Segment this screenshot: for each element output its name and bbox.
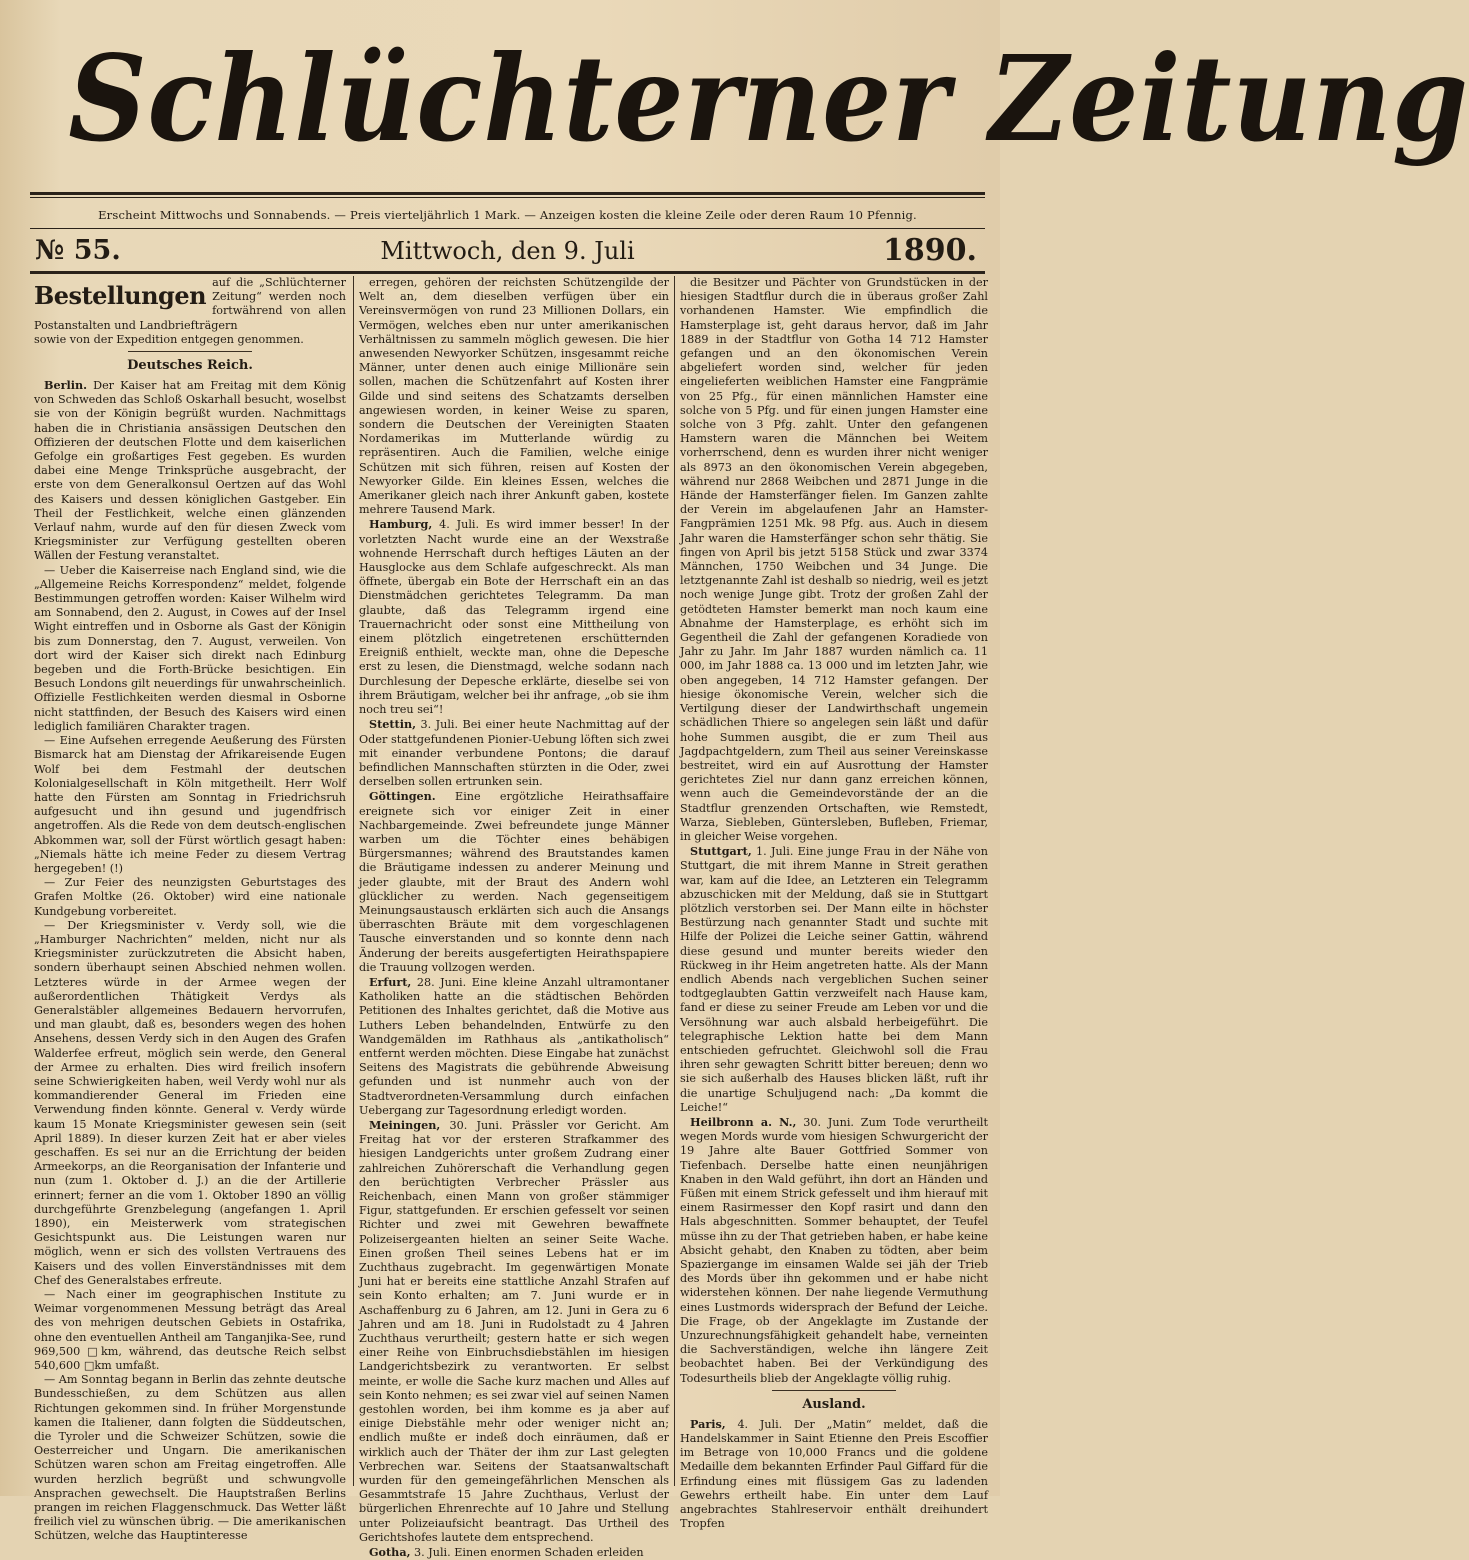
bestellungen-heading: Bestellungen	[34, 281, 207, 310]
article-text: Eine ergötzliche Heirathsaffaire ereignete sich vor einiger Zeit in einer Nachbargemeinde. Zwei befreundete junge Männer warben um die Töchter eines behäbigen Bürgersmannes; während des Brautstandes kamen die Bräutigame indessen zu anderer Meinung und jeder glaubte, mit der Braut des Andern wohl glücklicher zu werden. Nach gegenseitigem Meinungsaustausch erklärten sich auch die Ansangs überraschten Bräute mit dem vorgeschlagenen Tausche einverstanden und so konnte denn nach Änderung der bereits ausgefertigten Heirathspapiere die Trauung vollzogen werden.	[359, 790, 670, 974]
article-meiningen	[359, 1118, 669, 1545]
article-lead: Gotha,	[369, 1545, 411, 1560]
article-lead: Berlin.	[44, 378, 87, 393]
column-3	[680, 276, 989, 1531]
article-text: 4. Juli. Es wird immer besser! In der vorletzten Nacht wurde eine an der Wexstraße wohnende Herrschaft durch heftiges Läuten an der Hausglocke aus dem Schlafe aufgeschreckt. Als man öffnete, übergab ein Bote der Herrschaft ein an das Dienstmädchen gerichtetes Telegramm. Da man glaubte, daß das Telegramm irgend eine Trauernachricht oder sonst eine Mittheilung von einem plötzlich eingetretenen erschütternden Ereigniß enthielt, weckte man, ohne die Depesche erst zu lesen, die Dienstmagd, welche sodann nach Durchlesung der Depesche erklärte, dieselbe sei von ihrem Bräutigam, welcher bei ihr anfrage, „ob sie ihm noch treu sei“!	[359, 518, 669, 717]
article-paragraph: die Besitzer und Pächter von Grundstücken in der hiesigen Stadtflur durch die in überaus großer Zahl vorhandenen Hamster. Wie empfindlich die Hamsterplage ist, geht daraus hervor, daß im Jahr 1889 in der Stadtflur von Gotha 14 712 Hamster gefangen und an den ökonomischen Verein abgeliefert worden sind, welcher für jeden eingelieferten weiblichen Hamster eine Fangprämie von 25 Pfg., für einen männlichen Hamster eine solche von 5 Pfg. und für einen jungen Hamster eine solche von 3 Pfg. zahlt. Unter den gefangenen Hamstern waren die Männchen bei Weitem vorherrschend, denn es wurden ihrer nicht weniger als 8973 an den ökonomischen Verein abgegeben, während nur 2868 Weibchen und 2871 Junge in die Hände der Hamsterfänger fielen. Im Ganzen zahlte der Verein im abgelaufenen Jahr an Hamster-Fangprämien 1251 Mk. 98 Pfg. aus. Auch in diesem Jahr waren die Hamsterfänger schon sehr thätig. Sie fingen von April bis jetzt 5158 Stück und zwar 3374 Männchen, 1750 Weibchen und 34 Junge. Die letztgenannte Zahl ist deshalb so niedrig, weil es jetzt noch wenige Junge gibt. Trotz der großen Zahl der getödteten Hamster bemerkt man noch kaum eine Abnahme der Hamsterplage, es erhöht sich im Gegentheil die Zahl der gefangenen Koradiede von Jahr zu Jahr. Im Jahr 1887 wurden nämlich ca. 11 000, im Jahr 1888 ca. 13 000 und im letzten Jahr, wie oben angegeben, 14 712 Hamster gefangen. Der hiesige ökonomische Verein, welcher sich die Vertilgung dieser der Landwirthschaft ungemein schädlichen Thiere so angelegen sein läßt und dafür hohe Summen ausgibt, die er zum Theil aus Jagdpachtgeldern, zum Theil aus seiner Vereinskasse bestreitet, wird ein auf Ausrottung der Hamster gerichtetes Ziel nur dann ganz erreichen können, wenn auch die Gemeindevorstände der an die Stadtflur grenzenden Ortschaften, wie Remstedt, Warza, Siebleben, Güntersleben, Bufleben, Friemar, in gleicher Weise vorgehen.	[680, 276, 988, 843]
article-paragraph: — Der Kriegsminister v. Verdy soll, wie die „Hamburger Nachrichten“ melden, nicht nur als Kriegsminister zurückzutreten die Absicht haben, sondern überhaupt seinen Abschied nehmen wollen. Letzteres würde in der Armee wegen der außerordentlichen Thätigkeit Verdys als Generalstäbler allgemeines Bedauern hervorrufen, und man glaubt, daß es, besonders wegen des hohen Ansehens, dessen Verdy sich in den Augen des Grafen Walderfee erfreut, möglich sein werde, den General der Armee zu erhalten. Dies wird freilich insofern seine Schwierigkeiten haben, weil Verdy wohl nur als kommandierender General im Frieden eine Verwendung finden könnte. General v. Verdy würde kaum 15 Monate Kriegsminister gewesen sein (seit April 1889). In dieser kurzen Zeit hat er aber vieles geschaffen. Es sei nur an die Errichtung der beiden Armeekorps, an die Reorganisation der Infanterie und nun (zum 1. Oktober d. J.) an die der Artillerie erinnert; ferner an die vom 1. Oktober 1890 an völlig durchgeführte Grenzbelegung (angefangen 1. April 1890), ein Meisterwerk vom strategischen Gesichtspunkt aus. Die Leistungen waren nur möglich, wenn er sich des vollsten Vertrauens des Kaisers und des vollen Einverständnisses mit dem Chef des Generalstabes erfreute.	[34, 918, 346, 1287]
column-1	[34, 276, 347, 1543]
article-gotha	[359, 1545, 669, 1560]
article-paris	[680, 1417, 988, 1532]
article-goettingen	[359, 789, 669, 975]
article-text: 3. Juli. Einen enormen Schaden erleiden	[414, 1546, 644, 1560]
article-paragraph: — Am Sonntag begann in Berlin das zehnte deutsche Bundesschießen, zu dem Schützen aus allen Richtungen gekommen sind. In früher Morgenstunde kamen die Italiener, dann folgten die Süddeutschen, die Tyroler und die Schweizer Schützen, sowie die Oesterreicher und Ungarn. Die amerikanischen Schützen waren schon am Freitag eingetroffen. Alle wurden herzlich begrüßt und schwungvolle Ansprachen gewechselt. Die Hauptstraßen Berlins prangen im reichen Flaggenschmuck. Das Wetter läßt freilich viel zu wünschen übrig. — Die amerikanischen Schützen, welche das Hauptinteresse	[34, 1373, 346, 1543]
article-lead: Paris,	[690, 1416, 726, 1431]
article-paragraph: — Nach einer im geographischen Institute zu Weimar vorgenommenen Messung beträgt das Areal des von mehrigen deutschen Gebiets in Ostafrika, ohne den eventuellen Antheil am Tanganjika-See, rund 969,500 □km, während, das deutsche Reich selbst 540,600 □km umfaßt.	[34, 1288, 346, 1373]
bestellungen-tail: sowie von der Expedition entgegen genommen.	[34, 332, 304, 346]
article-lead: Meiningen,	[369, 1117, 441, 1132]
issue-number: № 55.	[35, 235, 121, 266]
article-text: 28. Juni. Eine kleine Anzahl ultramontaner Katholiken hatte an die städtischen Behörden Petitionen des Inhaltes gerichtet, daß die Motive aus Luthers Leben behandelnden, Entwürfe zu den Wandgemälden im Rathhaus als „antikatholisch“ entfernt werden möchten. Diese Eingabe hat zunächst Seitens des Magistrats die gebührende Abweisung gefunden und ist nunmehr auch von der Stadtverordneten-Versammlung durch einfachen Uebergang zur Tagesordnung erledigt worden.	[359, 975, 669, 1117]
article-stuttgart	[680, 844, 988, 1115]
issue-date: Mittwoch, den 9. Juli	[380, 237, 635, 265]
article-berlin	[34, 378, 346, 564]
article-text: 1. Juli. Eine junge Frau in der Nähe von Stuttgart, die mit ihrem Manne in Streit gerathen war, kam auf die Idee, an Letzteren ein Telegramm abzuschicken mit der Meldung, daß sie in Stuttgart plötzlich verstorben sei. Der Mann eilte in höchster Bestürzung nach genannter Stadt und suchte mit Hilfe der Polizei die Leiche seiner Gattin, während diese gesund und munter bereits wieder den Rückweg in ihr Heim angetreten hatte. Als der Mann endlich Abends nach vergeblichen Suchen seiner todtgeglaubten Gattin verzweifelt nach Hause kam, fand er diese zu seiner Freude am Leben vor und die Versöhnung war auch alsbald herbeigeführt. Die telegraphische Lektion hatte bei dem Mann entschieden gefruchtet. Gleichwohl soll die Frau ihren sehr gewagten Schritt bitter bereuen; denn wo sie sich außerhalb des Hauses blicken läßt, ruft ihr die unartige Schuljugend nach: „Da kommt die Leiche!“	[680, 845, 988, 1114]
article-text: 3. Juli. Bei einer heute Nachmittag auf der Oder stattgefundenen Pionier-Uebung löften sich zwei mit einander verbundene Pontons; die darauf befindlichen Mannschaften stürzten in die Oder, zwei derselben sollen ertrunken sein.	[359, 718, 670, 789]
article-text: Der Kaiser hat am Freitag mit dem König von Schweden das Schloß Oskarhall besucht, woselbst sie von der Königin begrüßt wurden. Nachmittags haben die in Christiania ansässigen Deutschen den Offizieren der deutschen Flotte und dem kaiserlichen Gefolge ein großartiges Fest gegeben. Es wurden dabei eine Menge Trinksprüche ausgebracht, der erste von dem Generalkonsul Oertzen auf das Wohl des Kaisers und dessen königlichen Gastgeber. Ein Theil der Festlichkeit, welche einen glänzenden Verlauf nahm, wurde auf den für diesen Zweck vom Kriegsminister zur Verfügung gestellten oberen Wällen der Festung veranstaltet.	[34, 379, 347, 563]
article-text: 4. Juli. Der „Matin“ meldet, daß die Handelskammer in Saint Etienne den Preis Escoffier im Betrage von 10,000 Francs und die goldene Medaille dem bekannten Erfinder Paul Giffard für die Erfindung eines mit flüssigem Gas zu ladenden Gewehrs ertheilt habe. Ein unter dem Lauf angebrachtes Stahlreservoir enthält dreihundert Tropfen	[680, 1417, 989, 1531]
section-ausland: Ausland.	[802, 1396, 866, 1412]
dateline	[30, 230, 985, 272]
article-lead: Erfurt,	[369, 974, 412, 989]
column-rule	[353, 276, 354, 1486]
article-lead: Hamburg,	[369, 517, 433, 532]
article-lead: Heilbronn a. N.,	[690, 1114, 797, 1129]
article-text: 30. Juni. Prässler vor Gericht. Am Freitag hat vor der ersteren Strafkammer des hiesigen Landgerichts unter großem Zudrang einer zahlreichen Zuhörerschaft die Verhandlung gegen den berüchtigten Verbrecher Prässler aus Reichenbach, einen Mann von großer stämmiger Figur, stattgefunden. Er erschien gefesselt vor seinen Richter und zwei mit Gewehren bewaffnete Polizeisergeanten hielten an seiner Seite Wache. Einen großen Theil seines Lebens hat er im Zuchthaus zugebracht. Im gegenwärtigen Monate Juni hat er bereits eine stattliche Anzahl Strafen auf sein Konto erhalten; am 7. Juni wurde er in Aschaffenburg zu 6 Jahren, am 12. Juni in Gera zu 6 Jahren und am 18. Juni in Rudolstadt zu 4 Jahren Zuchthaus verurtheilt; gestern hatte er sich wegen einer Reihe von Einbruchsdiebstählen im hiesigen Landgerichtsbezirk zu verantworten. Er selbst meinte, er wolle die Sache kurz machen und Alles auf sein Konto nehmen; es sei zwar viel auf seinen Namen gestohlen worden, bei ihm komme es ja aber auf einige Diebstähle mehr oder weniger nicht an; endlich mußte er indeß doch einräumen, daß er wirklich auch der Thäter der ihm zur Last gelegten Verbrechen war. Seitens der Staatsanwaltschaft wurden für den gemeingefährlichen Menschen als Gesammtstrafe 15 Jahre Zuchthaus, Verlust der bürgerlichen Ehrenrechte auf 10 Jahre und Stellung unter Polizeiaufsicht beantragt. Das Urtheil des Gerichtshofes lautete dem entsprechend.	[359, 1118, 669, 1544]
article-hamburg	[359, 517, 669, 717]
divider	[772, 1390, 895, 1391]
dateline-rule	[30, 271, 985, 274]
article-heilbronn	[680, 1115, 988, 1386]
article-lead: Stettin,	[369, 717, 416, 732]
masthead-rule-thin	[30, 197, 985, 198]
masthead-title: Schlüchterner Zeitung	[68, 29, 1469, 168]
subscription-notice	[34, 276, 346, 347]
article-stettin	[359, 717, 669, 789]
article-lead: Göttingen.	[369, 789, 436, 804]
article-paragraph: — Ueber die Kaiserreise nach England sind, wie die „Allgemeine Reichs Korrespondenz“ meldet, folgende Bestimmungen getroffen worden: Kaiser Wilhelm wird am Sonnabend, den 2. August, in Cowes auf der Insel Wight eintreffen und in Osborne als Gast der Königin bis zum Donnerstag, den 7. August, verweilen. Von dort wird der Kaiser sich direkt nach Edinburg begeben und die Forth-Brücke besichtigen. Ein Besuch Londons gilt neuerdings für unwahrscheinlich. Offizielle Festlichkeiten werden diesmal in Osborne nicht stattfinden, der Besuch des Kaisers wird einen lediglich familiären Charakter tragen.	[34, 563, 346, 733]
section-deutsches-reich: Deutsches Reich.	[127, 358, 253, 374]
article-paragraph: — Eine Aufsehen erregende Aeußerung des Fürsten Bismarck hat am Dienstag der Afrikareisende Eugen Wolf bei dem Festmahl der deutschen Kolonialgesellschaft in Köln mitgetheilt. Herr Wolf hatte den Fürsten am Sonntag in Friedrichsruh aufgesucht und ihn gesund und jugendfrisch angetroffen. Als die Rede von dem deutsch-englischen Abkommen war, soll der Fürst wörtlich gesagt haben: „Niemals hätte ich meine Feder zu diesem Vertrag hergegeben! (!)	[34, 734, 346, 875]
article-lead: Stuttgart,	[690, 844, 752, 859]
column-2	[359, 276, 670, 1560]
subscription-line: Erscheint Mittwochs und Sonnabends. — Preis vierteljährlich 1 Mark. — Anzeigen kosten die kleine Zeile oder deren Raum 10 Pfennig.	[98, 208, 917, 222]
issue-year: 1890.	[883, 233, 977, 268]
divider	[128, 351, 253, 352]
column-rule	[674, 276, 675, 1486]
article-text: 30. Juni. Zum Tode verurtheilt wegen Mords wurde vom hiesigen Schwurgericht der 19 Jahre alte Bauer Gottfried Sommer von Tiefenbach. Derselbe hatte einen neunjährigen Knaben in den Wald geführt, ihn dort an Händen und Füßen mit einem Strick gefesselt und ihm hierauf mit einem Rasirmesser den Kopf rasirt und dann den Hals abgeschnitten. Sommer behauptet, der Teufel müsse ihn zu der That getrieben haben, er habe keine Absicht gehabt, den Knaben zu tödten, aber beim Spaziergange im einsamen Walde sei jäh der Trieb des Mords über ihn gekommen und er habe nicht widerstehen können. Der nahe liegende Vermuthung eines Lustmords widersprach der Befund der Leiche. Die Frage, ob der Angeklagte im Zustande der Unzurechnungsfähigkeit gehandelt habe, verneinten die Sachverständigen, welche ihn längere Zeit beobachtet haben. Bei der Verkündigung des Todesurtheils blieb der Angeklagte völlig ruhig.	[680, 1115, 988, 1385]
subline-rule	[30, 228, 985, 229]
article-erfurt	[359, 975, 669, 1118]
bestellungen-text: auf die „Schlüchterner Zeitung“ werden noch fortwährend von allen Postanstalten und Landbriefträgern	[34, 276, 346, 332]
article-paragraph: erregen, gehören der reichsten Schützengilde der Welt an, dem dieselben verfügen über ein Vereinsvermögen von rund 23 Millionen Dollars, ein Vermögen, welches eben nur unter amerikanischen Verhältnissen zu sammeln möglich gewesen. Die hier anwesenden Newyorker Schützen, insgesammt reiche Männer, unter denen auch einige Millionäre sein sollen, machen die Schützenfahrt auf Kosten ihrer Gilde und sind seitens des Schatzamts derselben angewiesen worden, in keiner Weise zu sparen, sondern die Deutschen der Vereinigten Staaten Nordamerikas im Mutterlande würdig zu repräsentiren. Auch die Familien, welche einige Schützen mit sich führen, reisen auf Kosten der Newyorker Gilde. Ein kleines Essen, welches die Amerikaner gleich nach ihrer Ankunft gaben, kostete mehrere Tausend Mark.	[359, 276, 669, 517]
article-paragraph: — Zur Feier des neunzigsten Geburtstages des Grafen Moltke (26. Oktober) wird eine nationale Kundgebung vorbereitet.	[34, 876, 346, 918]
masthead-rule-top	[30, 192, 985, 195]
